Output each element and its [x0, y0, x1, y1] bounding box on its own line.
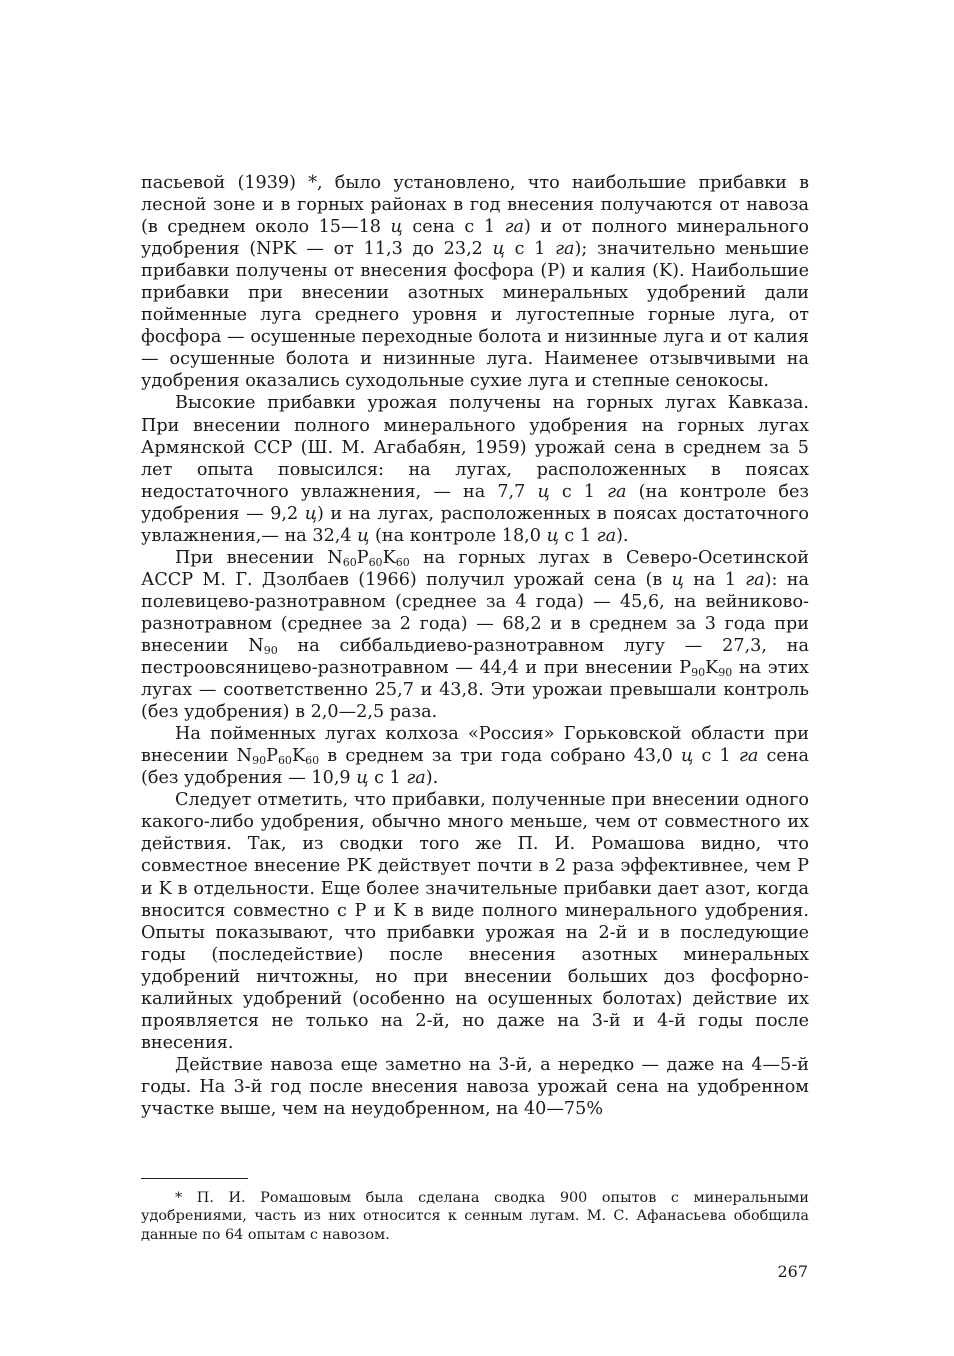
page-number: 267 [777, 1262, 808, 1281]
paragraph-5: Следует отметить, что прибавки, полученные при внесении одного какого-либо удобрения, обычно много меньше, чем от совместного их действия. Так, из сводки того же П. И. Ромашова видно, что совместное внесение PK действует почти в 2 раза эффективнее, чем P и K в отдельности. Еще более значительные прибавки дает азот, когда вносится совместно с P и K в виде полного минерального удобрения. Опыты показывают, что прибавки урожая на 2-й и в последующие годы (последействие) после внесения азотных минеральных удобрений ничтожны, но при внесении больших доз фосфорно-калийных удобрений (особенно на осушенных болотах) действие их проявляется не только на 2-й, но даже на 3-й и 4-й годы после внесения. [141, 790, 809, 1053]
paragraph-3: При внесении $N_{60}P_{60}K_{60}$ на горных лугах в Северо-Осетинской АССР М. Г. Дзолбаев (1966) получил урожай сена (в ц на 1 га): на полевицево-разнотравном (среднее за 4 года) — 45,6, на вейниково-разнотравном (среднее за 2 года) — 68,2 и в среднем за 3 года при внесении $N_{90}$ на сиббальдиево-разнотравном лугу — 27,3, на пестроовсяницево-разнотравном — 44,4 и при внесении $P_{90}K_{90}$ на этих лугах — соответственно 25,7 и 43,8. Эти урожаи превышали контроль (без удобрения) в 2,0—2,5 раза. [141, 547, 809, 723]
paragraph-6: Действие навоза еще заметно на 3-й, а нередко — даже на 4—5-й годы. На 3-й год после внесения навоза урожай сена на удобренном участке выше, чем на неудобренном, на 40—75% [141, 1054, 809, 1119]
main-text [141, 172, 809, 1120]
paragraph-4: На пойменных лугах колхоза «Россия» Горьковской области при внесении $N_{90}P_{60}K_{60}$ в среднем за три года собрано 43,0 ц с 1 га сена (без удобрения — 10,9 ц с 1 га). [141, 724, 810, 789]
footnote-separator [141, 1178, 248, 1179]
footnote [141, 1189, 809, 1244]
paragraph-2: Высокие прибавки урожая получены на горных лугах Кавказа. При внесении полного минерального удобрения на горных лугах Армянской ССР (Ш. М. Агабабян, 1959) урожай сена в среднем за 5 лет опыта повысился: на лугах, расположенных в поясах недостаточного увлажнения, — на 7,7 ц с 1 га (на контроле без удобрения — 9,2 ц) и на лугах, расположенных в поясах достаточного увлажнения,— на 32,4 ц (на контроле 18,0 ц с 1 га). [141, 393, 809, 546]
paragraph-1: пасьевой (1939) *, было установлено, что наибольшие прибавки в лесной зоне и в горных районах в год внесения получаются от навоза (в среднем около 15—18 ц сена с 1 га) и от полного минерального удобрения (NPK — от 11,3 до 23,2 ц с 1 га); значительно меньшие прибавки получены от внесения фосфора (P) и калия (K). Наибольшие прибавки при внесении азотных минеральных удобрений дали пойменные луга среднего уровня и лугостепные горные луга, от фосфора — осушенные переходные болота и низинные луга и от калия — осушенные болота и низинные луга. Наименее отзывчивыми на удобрения оказались суходольные сухие луга и степные сенокосы. [141, 173, 809, 392]
footnote-text: * П. И. Ромашовым была сделана сводка 900 опытов с минеральными удобрениями, часть из них относится к сенным лугам. М. С. Афанасьева обобщила данные по 64 опытам с навозом. [141, 1190, 809, 1243]
